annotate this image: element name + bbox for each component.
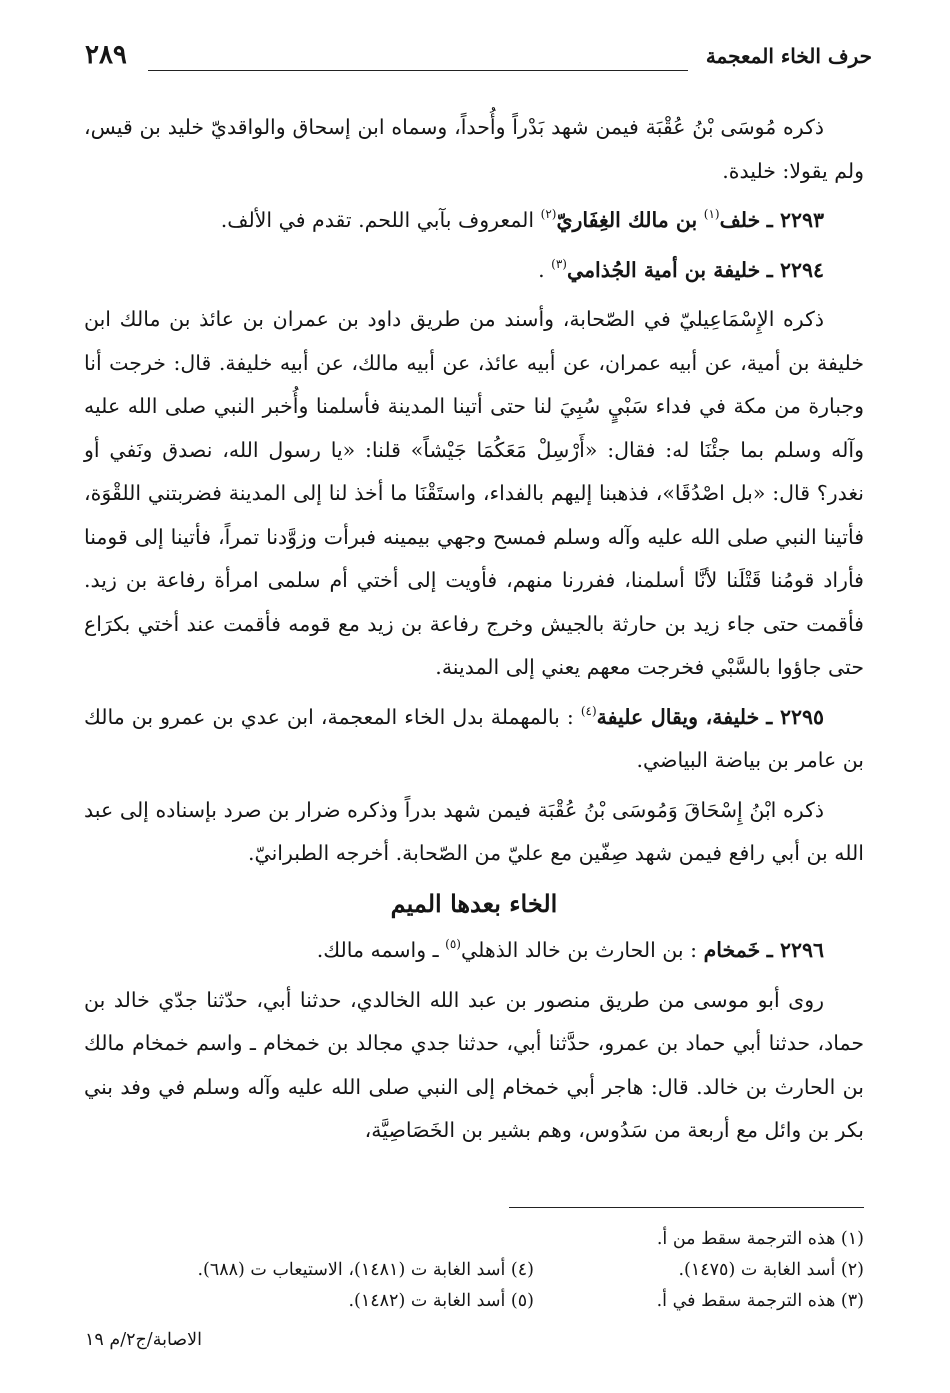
- entry-2294: [84, 249, 864, 293]
- entry-name: خلف: [719, 208, 761, 232]
- footnote-2: (٢) أسد الغابة ت (١٤٧٥).: [678, 1260, 864, 1280]
- entry-number: ٢٢٩٣ ـ: [766, 208, 824, 232]
- page-number: ٢٨٩: [85, 40, 127, 70]
- volume-signature: الاصابة/ج٢/م ١٩: [85, 1330, 202, 1350]
- section-heading: الخاء بعدها الميم: [390, 888, 558, 918]
- paragraph-4: روى أبو موسى من طريق منصور بن عبد الله الخالدي، حدثنا أبي، حدّثنا جدّي خالد بن حماد، حدثنا أبي حماد بن عمرو، حدَّثنا أبي، حدثنا جدي مجالد بن خمخام ـ واسم خمخام مالك بن الحارث بن خالد. قال: هاجر أبي خمخام إلى النبي صلى الله عليه وآله وسلم في وفد بني بكر بن وائل مع أربعة من سَدُوس، وهم بشير بن الخَصَاصِيَّة،: [84, 987, 864, 1142]
- entry-text-rest: ـ واسمه مالك.: [316, 938, 439, 962]
- footnote-3: (٣) هذه الترجمة سقط في أ.: [656, 1291, 864, 1311]
- paragraph-1: ذكره مُوسَى بْنُ عُقْبَة فيمن شهد بَدْراً وأُحداً، وسماه ابن إسحاق والواقديّ خليد بن قيس، ولم يقولا: خليدة.: [84, 115, 864, 183]
- entry-2293: [84, 199, 864, 243]
- entry-2296: [84, 929, 864, 973]
- footnote-4: (٤) أسد الغابة ت (١٤٨١)، الاستيعاب ت (٦٨٨).: [197, 1260, 534, 1280]
- running-title: حرف الخاء المعجمة: [705, 44, 872, 68]
- footnote-ref-4: (٤): [580, 703, 597, 718]
- footnote-ref-3: (٣): [551, 256, 567, 271]
- entry-name: خليفة بن أمية الجُذامي: [566, 257, 761, 282]
- entry-number: ٢٢٩٦ ـ: [766, 938, 824, 962]
- header-rule: [148, 70, 688, 71]
- footnote-5: (٥) أسد الغابة ت (١٤٨٢).: [348, 1291, 534, 1311]
- entry-text: .: [538, 257, 545, 282]
- entry-name: خليفة، ويقال عليفة: [596, 704, 760, 729]
- paragraph-3: ذكره ابْنُ إِسْحَاقَ وَمُوسَى بْنُ عُقْبَة فيمن شهد بدراً وذكره ضرار بن صرد بإسناده إلى عبد الله بن أبي رافع فيمن شهد صِفّين مع عليّ من الصّحابة. أخرجه الطبرانيّ.: [84, 797, 864, 865]
- entry-text: : بالمهملة بدل الخاء المعجمة، ابن عدي بن عمرو بن مالك بن عامر بن بياضة البياضي.: [84, 704, 864, 772]
- footnotes-column-left: [114, 1255, 534, 1317]
- entry-name-cont: بن مالك الغِفَاريّ: [556, 208, 698, 232]
- footnote-rule: [509, 1207, 864, 1208]
- paragraph-2: ذكره الإِسْمَاعِيليّ في الصّحابة، وأسند من طريق داود بن عمران بن عائذ بن مالك ابن خليفة بن أمية، عن أبيه عمران، عن أبيه عائذ، عن أبيه مالك، عن أبيه خليفة. قال: خرجت أنا وجبارة من مكة في فداء سَبْيٍ سُبِيَ لنا حتى أتينا المدينة فأسلمنا وأُخبر النبي صلى الله عليه وآله وسلم بما جئْنَا له: فقال: «أَرْسِلْ مَعَكُمَا جَيْشاً» قلنا: «يا رسول الله، نصدق ونَفي أو نغدر؟ قال: «بل اصْدُقَا»، فذهبنا إليهم بالفداء، واستَقْنَا ما أخذ لنا إلى المدينة فضربتني اللقْوَة، فأتينا النبي صلى الله عليه وآله وسلم فمسح وجهي بيمينه فبرأت وزوَّدنا تمراً، فأتينا إلى قومنا فأراد قومُنا قَتْلَنا لأنَّا أسلمنا، ففررنا منهم، فأويت إلى أختي أم سلمى امرأة رفاعة بن زيد. فأقمت حتى جاء زيد بن حارثة بالجيش وخرج رفاعة بن زيد مع قومه فأقمت عند أختي بكرَاع حتى جاؤوا بالسَّبْي فخرجت معهم يعني إلى المدينة.: [84, 307, 864, 679]
- footnote-ref-5: (٥): [445, 937, 461, 951]
- entry-name: خَمخام: [703, 938, 761, 962]
- entry-text: المعروف بآبي اللحم. تقدم في الألف.: [220, 208, 535, 232]
- footnote-1: (١) هذه الترجمة سقط من أ.: [656, 1229, 864, 1249]
- body-text: [84, 106, 864, 1159]
- entry-2295: [84, 696, 864, 783]
- entry-text: : بن الحارث بن خالد الذهلي: [460, 938, 698, 962]
- footnote-ref-2: (٢): [540, 207, 557, 221]
- footnotes-column-right: [564, 1224, 864, 1317]
- entry-number: ٢٢٩٥ ـ: [766, 704, 824, 729]
- footnote-ref-1: (١): [703, 207, 720, 221]
- entry-number: ٢٢٩٤ ـ: [766, 257, 824, 282]
